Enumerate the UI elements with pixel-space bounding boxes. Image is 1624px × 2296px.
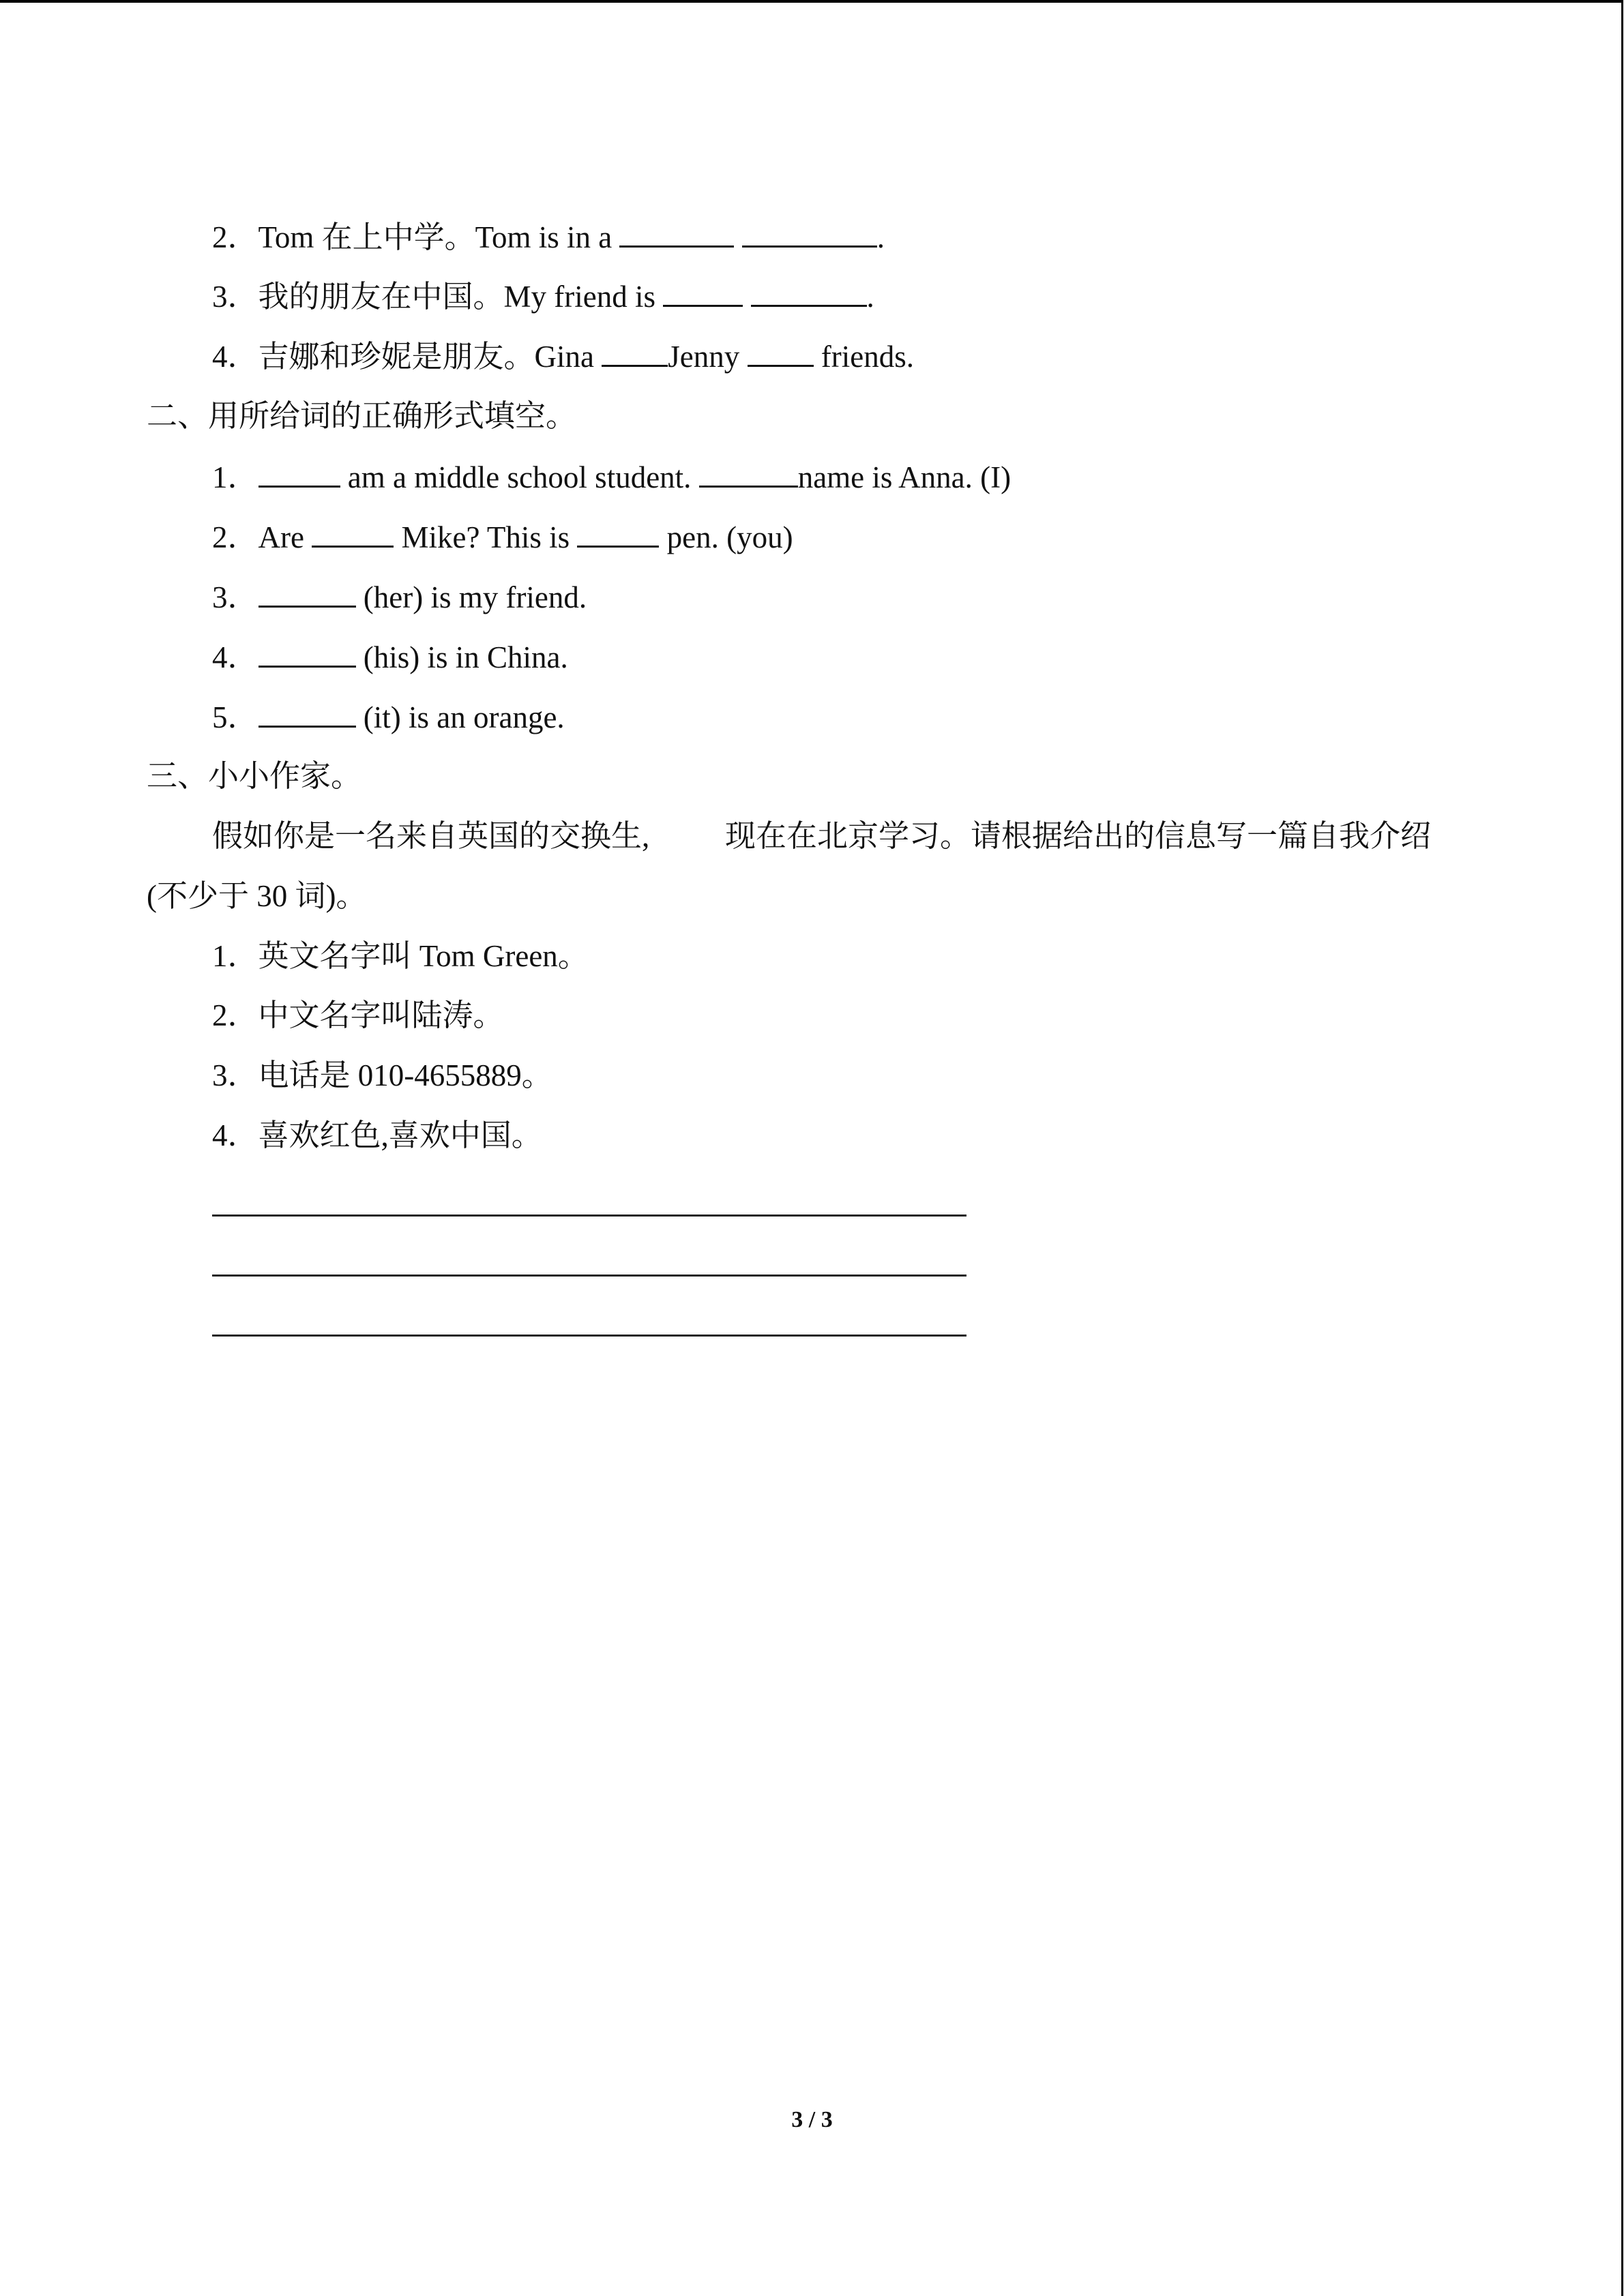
item-number: 4．	[212, 1118, 259, 1152]
section1-item-2: 2．Tom 在上中学。Tom is in a .	[212, 217, 885, 258]
section3-intro-a: 假如你是一名来自英国的交换生,	[212, 819, 650, 853]
item-text: am a middle school student.	[340, 460, 699, 494]
section2-heading: 二、用所给词的正确形式填空。	[147, 399, 577, 433]
section3-intro-b: 现在在北京学习。请根据给出的信息写一篇自我介绍	[725, 819, 1432, 853]
item-number: 3．	[212, 1058, 259, 1092]
section1-item-3: 3．我的朋友在中国。My friend is .	[212, 276, 874, 317]
item-text: 我的朋友在中国。My friend is	[258, 280, 664, 314]
answer-blank[interactable]	[312, 518, 394, 548]
item-text: (her) is my friend.	[355, 580, 587, 614]
answer-blank[interactable]	[259, 638, 356, 668]
item-text: 喜欢红色,喜欢中国。	[258, 1118, 542, 1152]
answer-blank[interactable]	[619, 218, 734, 248]
item-text: Are	[258, 520, 312, 554]
page-number: 3 / 3	[791, 2107, 833, 2132]
answer-blank[interactable]	[259, 578, 356, 608]
answer-blank[interactable]	[742, 218, 877, 248]
section2-item-2: 2．Are Mike? This is pen. (you)	[212, 517, 793, 558]
section3-item-2	[212, 995, 504, 1036]
section3-item-4	[212, 1115, 542, 1156]
item-text: 吉娜和珍妮是朋友。Gina	[258, 340, 602, 374]
section2-item-5	[212, 697, 565, 738]
writing-line[interactable]	[212, 1335, 966, 1337]
section2-item-4	[212, 637, 568, 678]
item-text: (his) is in China.	[355, 640, 568, 674]
section3-item-1	[212, 936, 589, 976]
item-number: 1．	[212, 939, 259, 973]
item-text: Tom 在上中学。Tom is in a	[258, 220, 620, 254]
item-number: 2．	[212, 220, 259, 254]
answer-blank[interactable]	[751, 278, 867, 307]
section1-item-4: 4．吉娜和珍妮是朋友。Gina Jenny friends.	[212, 336, 914, 377]
item-number: 2．	[212, 998, 259, 1032]
item-text: 英文名字叫 Tom Green。	[258, 939, 589, 973]
item-number: 4．	[212, 640, 259, 674]
answer-blank[interactable]	[259, 698, 356, 728]
item-number: 4．	[212, 340, 259, 374]
answer-blank[interactable]	[663, 278, 743, 307]
item-text: (it) is an orange.	[355, 700, 565, 734]
writing-line[interactable]	[212, 1274, 966, 1277]
section2-item-3	[212, 577, 587, 618]
item-number: 2．	[212, 520, 259, 554]
answer-blank[interactable]	[577, 518, 659, 548]
section3-item-3	[212, 1055, 552, 1096]
writing-line[interactable]	[212, 1214, 966, 1217]
item-number: 5．	[212, 700, 259, 734]
item-number: 3．	[212, 580, 259, 614]
item-text: 电话是 010-4655889。	[258, 1058, 552, 1092]
item-text: 中文名字叫陆涛。	[258, 998, 504, 1032]
answer-blank[interactable]	[748, 338, 814, 367]
item-number: 1．	[212, 460, 259, 494]
answer-blank[interactable]	[259, 458, 340, 488]
item-number: 3．	[212, 280, 259, 314]
section3-intro-line2: (不少于 30 词)。	[147, 879, 367, 913]
answer-blank[interactable]	[699, 458, 798, 488]
section2-item-1: 1． am a middle school student. name is Anna. (I)	[212, 457, 1011, 498]
answer-blank[interactable]	[602, 338, 668, 367]
section3-heading: 三、小小作家。	[147, 759, 362, 793]
